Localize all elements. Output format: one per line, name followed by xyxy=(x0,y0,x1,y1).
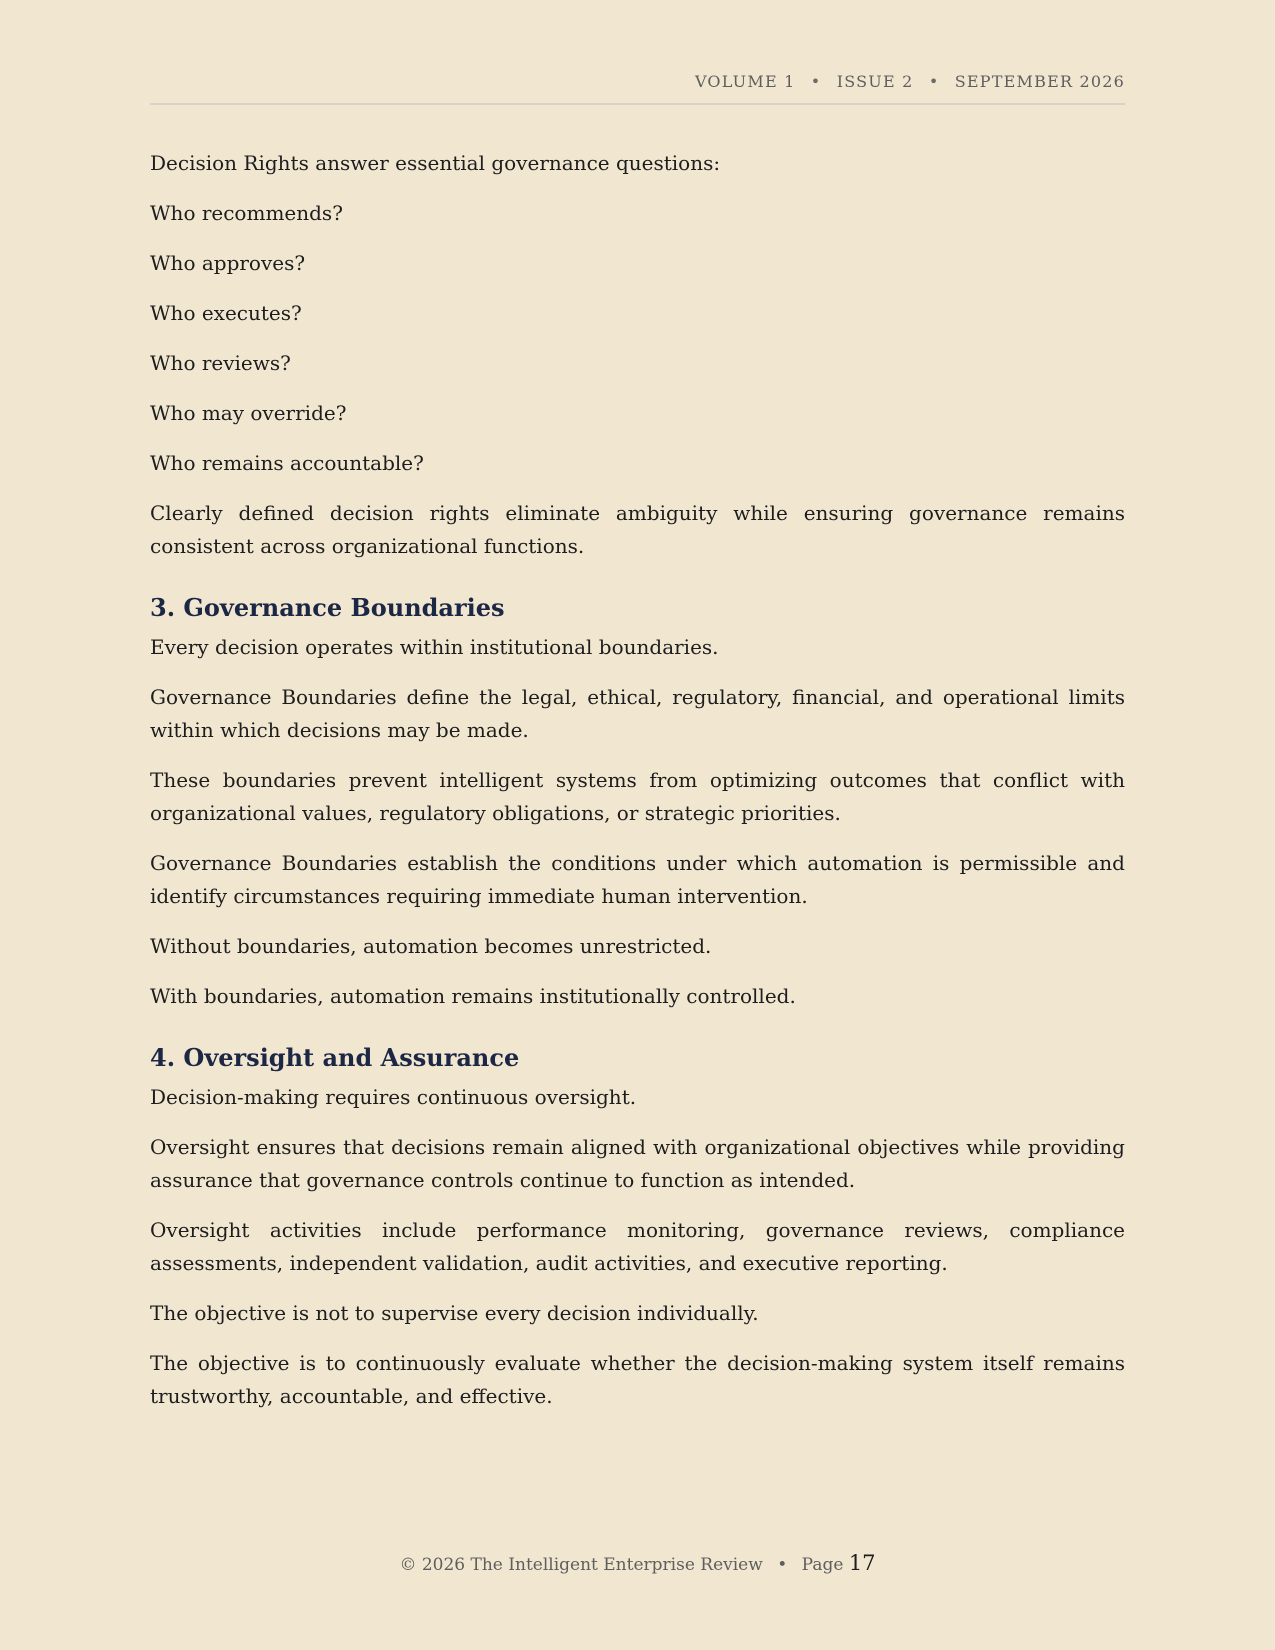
page-footer xyxy=(0,1551,1275,1575)
question-item: Who reviews? xyxy=(150,351,291,375)
paragraph: Decision-making requires continuous oversight. xyxy=(150,1085,637,1109)
paragraph: These boundaries prevent intelligent systems from optimizing outcomes that conflict with organizational values, regulatory obligations, or strategic priorities. xyxy=(150,768,1125,825)
running-header xyxy=(695,72,1125,91)
volume-label: VOLUME 1 xyxy=(694,72,796,91)
page-label: Page xyxy=(801,1555,844,1575)
paragraph: Governance Boundaries establish the conditions under which automation is permissible and identify circumstances requiring immediate human intervention. xyxy=(150,851,1125,908)
issue-label: ISSUE 2 xyxy=(836,72,914,91)
question-item: Who recommends? xyxy=(150,201,343,225)
paragraph: Oversight activities include performance monitoring, governance reviews, compliance assessments, independent validation, audit activities, and executive reporting. xyxy=(150,1218,1125,1275)
header-divider xyxy=(150,103,1125,105)
header-separator: • xyxy=(928,72,940,91)
footer-separator: • xyxy=(777,1555,788,1575)
paragraph: The objective is to continuously evaluate whether the decision-making system itself remains trustworthy, accountable, and effective. xyxy=(150,1351,1125,1408)
section-heading: 4. Oversight and Assurance xyxy=(150,1043,520,1072)
section-heading: 3. Governance Boundaries xyxy=(150,593,505,622)
paragraph: Every decision operates within institutional boundaries. xyxy=(150,635,719,659)
paragraph: Without boundaries, automation becomes unrestricted. xyxy=(150,934,712,958)
paragraph: Decision Rights answer essential governance questions: xyxy=(150,151,721,175)
copyright-notice: © 2026 The Intelligent Enterprise Review xyxy=(399,1555,763,1575)
page-number: 17 xyxy=(848,1551,876,1575)
paragraph: The objective is not to supervise every decision individually. xyxy=(150,1301,759,1325)
question-item: Who approves? xyxy=(150,251,306,275)
paragraph: Clearly defined decision rights eliminate ambiguity while ensuring governance remains consistent across organizational functions. xyxy=(150,501,1125,558)
question-item: Who may override? xyxy=(150,401,347,425)
issue-date: SEPTEMBER 2026 xyxy=(954,72,1125,91)
paragraph: With boundaries, automation remains institutionally controlled. xyxy=(150,984,796,1008)
question-item: Who remains accountable? xyxy=(150,451,424,475)
paragraph: Oversight ensures that decisions remain aligned with organizational objectives while providing assurance that governance controls continue to function as intended. xyxy=(150,1135,1125,1192)
article-body xyxy=(150,147,1125,1430)
paragraph: Governance Boundaries define the legal, ethical, regulatory, financial, and operational limits within which decisions may be made. xyxy=(150,685,1125,742)
header-separator: • xyxy=(810,72,822,91)
question-item: Who executes? xyxy=(150,301,302,325)
